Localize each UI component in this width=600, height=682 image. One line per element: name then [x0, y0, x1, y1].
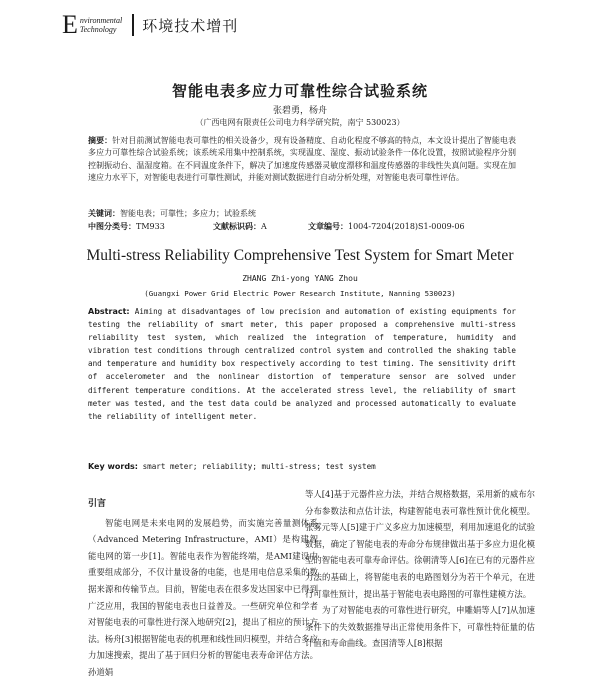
authors-chinese: 张碧勇，杨舟	[272, 106, 327, 116]
body-paragraph: 等人[4]基于元器件应力法，并结合规格数据，采用新的威布尔分布参数法和点估计法，构建智能电表可靠性预计优化模型。张雾元等人[5]建于广义多应力加速模型，利用加速退化的试验数据，确定了智能电表的寿命分布规律做出基于多应力退化模型的智能电表可靠寿命评估。徐朝清等人[6]在已有的元器件应力法的基础上，将智能电表的电路图划分为若干个单元，在进行可靠性预计，提出基于智能电表电路图的可靠性建模方法。	[305, 489, 535, 599]
journal-header	[62, 8, 238, 42]
section-heading-intro: 引言	[88, 499, 107, 509]
doc-code-label: 文献标识码：	[213, 222, 261, 231]
abstract-english	[88, 305, 516, 423]
article-no-field	[308, 221, 465, 232]
abstract-chinese	[88, 135, 516, 184]
journal-name: 环境技术增刊	[142, 16, 239, 35]
logo-letter: E	[62, 10, 78, 39]
keywords-cn-label: 关键词：	[88, 209, 120, 218]
affiliation-chinese: （广西电网有限责任公司电力科学研究院，南宁 530023）	[195, 118, 405, 127]
clc-value: TM933	[136, 222, 165, 231]
affiliation-english: (Guangxi Power Grid Electric Power Research Institute, Nanning 530023)	[144, 289, 456, 298]
logo-words	[80, 16, 122, 34]
article-no-value: 1004-7204(2018)S1-0009-06	[348, 222, 465, 231]
keywords-chinese	[88, 208, 516, 219]
body-column-left	[88, 486, 318, 681]
keywords-en-label: Key words:	[88, 462, 139, 471]
classification-row	[88, 221, 528, 232]
article-no-label: 文章编号：	[308, 222, 348, 231]
header-divider	[132, 14, 134, 36]
abstract-cn-text: 针对目前测试智能电表可靠性的相关设备少，现有设备精度、自动化程度不够高的特点，本文设计提出了智能电表多应力可靠性综合试验系统；该系统采用集中控制系统，实现温度、湿度、振动试验条件一体化设置，按照试验程序分别控制振动台、温湿度箱。在不同温度条件下，解决了加速度传感器灵敏度漂移和温度传感器的非线性失真问题。实现在加速应力水平下，对智能电表进行可靠性测试，并能对测试数据进行自动分析处理，对智能电表可靠性评估。	[88, 136, 516, 182]
abstract-en-text: Aiming at disadvantages of low precision and automation of existing equipments for testing the reliability of smart meter, this paper proposed a comprehensive multi-stress reliability test system, which realized the integration of temperature, humidity and vibration test conditions through centralized control system and controlled the shaking table and temperature and humidity box respectively according to test timing. The sensitivity drift of accelerometer and the nonlinear distortion of temperature sensor are solved under different temperature conditions. At the accelerated stress level, the reliability of smart meter was tested, and the test data could be analyzed and processed automatically to evaluate the reliability of intelligent meter.	[88, 307, 517, 421]
body-paragraph: 智能电网是未来电网的发展趋势，而实施完善量测体系（Advanced Metering Infrastructure，AMI）是构建智能电网的第一步[1]。智能电表作为智能终端，是AMI建设中重要组成部分，不仅计量设备的电能，也是用电信息采集的数据来源和传输节点。目前，智能电表在很多发达国家中已得到广泛应用，我国的智能电表也日益普及。一些研究单位和学者对智能电表的可靠性进行深入地研究[2]，提出了相应的预计方法。杨舟[3]根据智能电表的机理和线性回归模型，并结合多应力加速搜索，提出了基于回归分析的智能电表寿命评估方法。孙道娟	[88, 517, 318, 677]
body-column-right	[305, 486, 535, 652]
keywords-en-text: smart meter; reliability; multi-stress; test system	[142, 462, 376, 471]
abstract-en-label: Abstract:	[88, 307, 130, 316]
title-chinese: 智能电表多应力可靠性综合试验系统	[171, 82, 428, 100]
keywords-english	[88, 462, 516, 471]
abstract-cn-label: 摘要：	[88, 136, 113, 145]
title-english: Multi-stress Reliability Comprehensive Test System for Smart Meter	[86, 247, 514, 264]
journal-logo	[62, 12, 122, 38]
doc-code-field	[213, 221, 308, 232]
keywords-cn-text: 智能电表；可靠性；多应力；试验系统	[120, 209, 256, 218]
body-paragraph: 为了对智能电表的可靠性进行研究，申雕娟等人[7]从加速条件下的失效数据推导出正常使用条件下，可靠性特征量的估计值和寿命曲线。查国清等人[8]根据	[305, 605, 535, 649]
authors-english: ZHANG Zhi-yong YANG Zhou	[242, 274, 358, 283]
logo-line-1: nvironmental	[79, 16, 123, 25]
doc-code-value: A	[261, 222, 267, 231]
clc-field	[88, 221, 213, 232]
logo-line-2: Technology	[79, 25, 117, 34]
clc-label: 中图分类号：	[88, 222, 136, 231]
